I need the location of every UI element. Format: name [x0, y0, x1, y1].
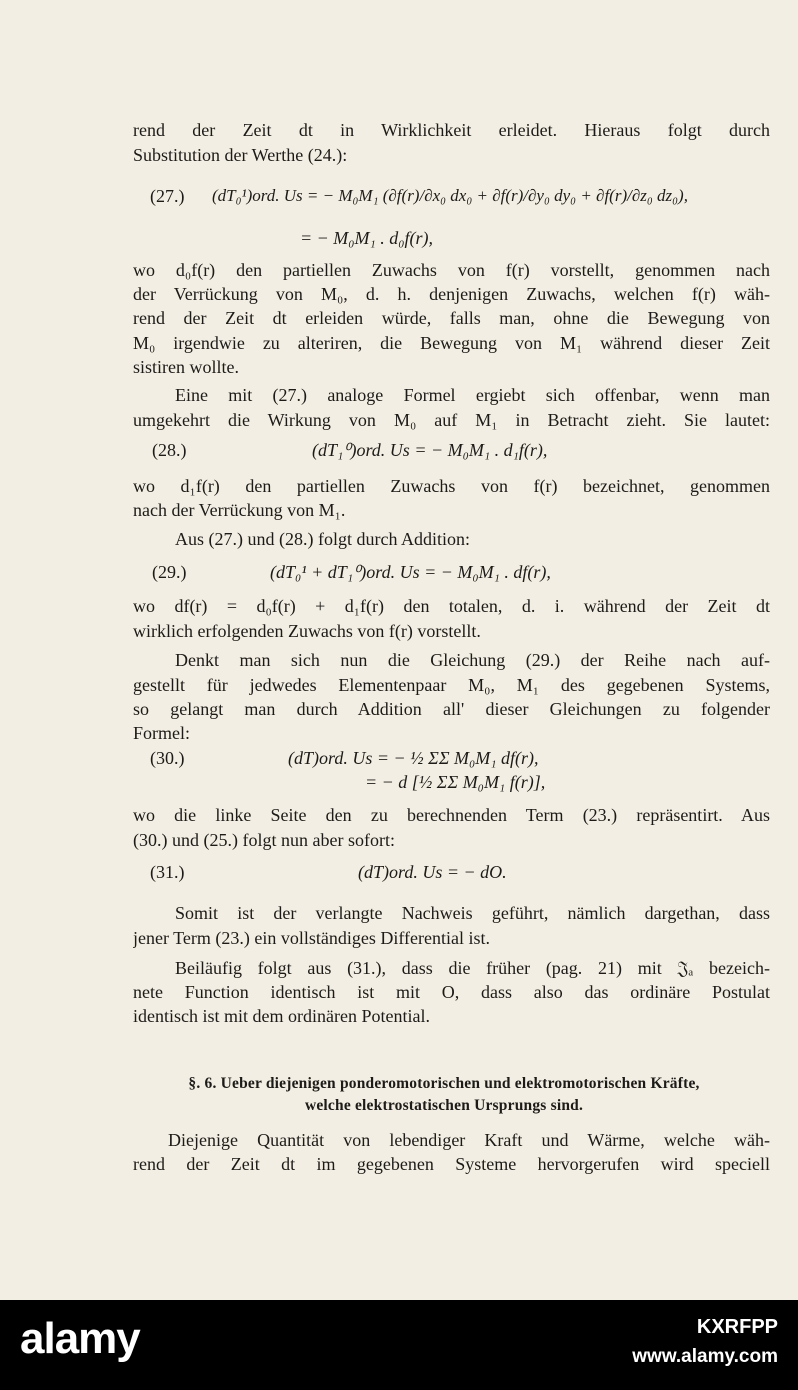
image-id: KXRFPP [696, 1316, 778, 1338]
equation-label: (28.) [152, 440, 187, 460]
text-line: wo d₁f(r) den partiellen Zuwachs von f(r) bezeichnet, genommen [133, 476, 770, 496]
text-line: Somit ist der verlangte Nachweis geführt, nämlich dargethan, dass [175, 903, 770, 923]
watermark-footer [0, 1300, 798, 1390]
text-line: Beiläufig folgt aus (31.), dass die früher (pag. 21) mit 𝔍ₐ bezeich- [175, 958, 770, 978]
text-line: M₀ irgendwie zu alteriren, die Bewegung von M₁ während dieser Zeit [133, 333, 770, 353]
equation-line: (dT₀¹ + dT₁⁰)ord. Us = − M₀M₁ . df(r), [270, 562, 551, 582]
text-line: wo d₀f(r) den partiellen Zuwachs von f(r) vorstellt, genommen nach [133, 260, 770, 280]
text-line: identisch ist mit dem ordinären Potential. [133, 1006, 430, 1026]
equation-line: (dT)ord. Us = − ½ ΣΣ M₀M₁ df(r), [288, 748, 539, 768]
footer-url: www.alamy.com [632, 1346, 778, 1367]
text-line: umgekehrt die Wirkung von M₀ auf M₁ in Betracht zieht. Sie lautet: [133, 410, 770, 430]
text-line: gestellt für jedwedes Elementenpaar M₀, M₁ des gegebenen Systems, [133, 675, 770, 695]
text-line: der Verrückung von M₀, d. h. denjenigen Zuwachs, welchen f(r) wäh- [133, 284, 770, 304]
text-line: wo die linke Seite den zu berechnenden Term (23.) repräsentirt. Aus [133, 805, 770, 825]
equation-line: (dT)ord. Us = − dO. [358, 862, 507, 882]
text-line: sistiren wollte. [133, 357, 239, 377]
text-line: wirklich erfolgenden Zuwachs von f(r) vorstellt. [133, 621, 481, 641]
text-line: (30.) und (25.) folgt nun aber sofort: [133, 830, 395, 850]
equation-line: = − M₀M₁ . d₀f(r), [300, 228, 434, 248]
equation-line: = − d [½ ΣΣ M₀M₁ f(r)], [365, 772, 546, 792]
text-line: Denkt man sich nun die Gleichung (29.) der Reihe nach auf- [175, 650, 770, 670]
text-line: jener Term (23.) ein vollständiges Differential ist. [133, 928, 490, 948]
equation-label: (29.) [152, 562, 187, 582]
text-line: rend der Zeit dt in Wirklichkeit erleidet. Hieraus folgt durch [133, 120, 770, 140]
text-line: Diejenige Quantität von lebendiger Kraft und Wärme, welche wäh- [168, 1130, 770, 1150]
equation-line: (dT₀¹)ord. Us = − M₀M₁ (∂f(r)/∂x₀ dx₀ + ∂f(r)/∂y₀ dy₀ + ∂f(r)/∂z₀ dz₀), [212, 186, 688, 205]
alamy-logo: alamy [20, 1314, 140, 1363]
equation-label: (31.) [150, 862, 185, 882]
equation-label: (27.) [150, 186, 185, 206]
text-line: Aus (27.) und (28.) folgt durch Addition: [175, 529, 470, 549]
equation-label: (30.) [150, 748, 185, 768]
text-line: Substitution der Werthe (24.): [133, 145, 348, 165]
text-line: nete Function identisch ist mit O, dass also das ordinäre Postulat [133, 982, 770, 1002]
text-line: wo df(r) = d₀f(r) + d₁f(r) den totalen, d. i. während der Zeit dt [133, 596, 770, 616]
section-heading-line: §. 6. Ueber diejenigen ponderomotorischen und elektromotorischen Kräfte, [188, 1075, 700, 1092]
text-line: rend der Zeit dt im gegebenen Systeme hervorgerufen wird speciell [133, 1154, 770, 1174]
section-heading-line: welche elektrostatischen Ursprungs sind. [304, 1097, 584, 1114]
text-line: so gelangt man durch Addition all' dieser Gleichungen zu folgender [133, 699, 770, 719]
equation-line: (dT₁⁰)ord. Us = − M₀M₁ . d₁f(r), [312, 440, 548, 460]
text-line: nach der Verrückung von M₁. [133, 500, 346, 520]
text-line: Eine mit (27.) analoge Formel ergiebt sich offenbar, wenn man [175, 385, 770, 405]
text-line: Formel: [133, 723, 190, 743]
text-line: rend der Zeit dt erleiden würde, falls man, ohne die Bewegung von [133, 308, 770, 328]
